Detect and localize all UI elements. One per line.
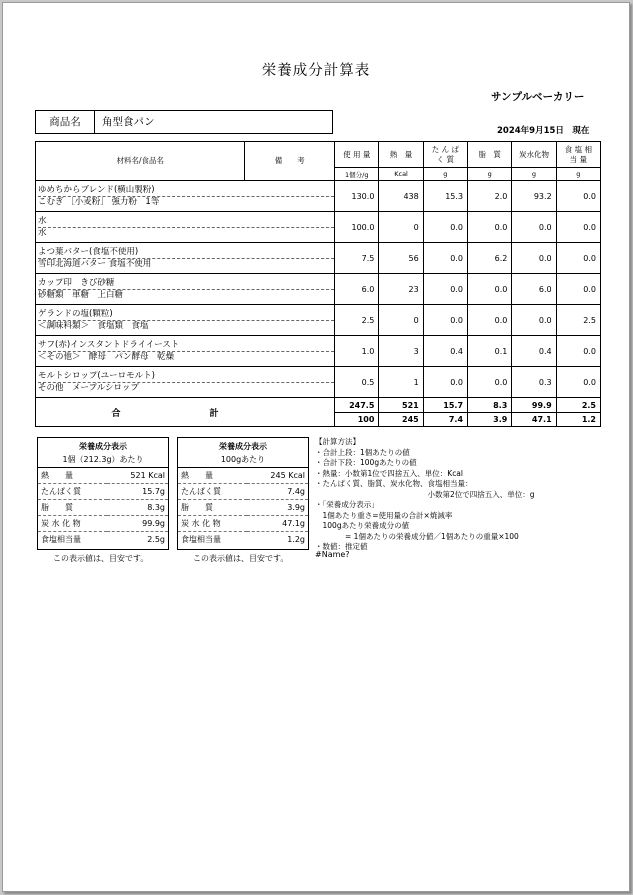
nutrient-value: 2.5g xyxy=(147,535,165,544)
report-date: 2024年9月15日 現在 xyxy=(497,126,590,136)
nutrient-value: 15.7g xyxy=(107,484,168,500)
usage-cell: 130.0 xyxy=(335,181,379,212)
energy-cell: 56 xyxy=(379,243,423,274)
header-salt: 食 塩 相 当 量 xyxy=(556,142,600,168)
energy-cell: 3 xyxy=(379,336,423,367)
nutrient-value: 47.1g xyxy=(247,516,308,532)
nutrient-value: 7.4g xyxy=(247,484,308,500)
fat-cell: 0.1 xyxy=(468,336,512,367)
method-line: 小数第2位で四捨五入、単位：g xyxy=(315,489,535,499)
usage-cell: 6.0 xyxy=(335,274,379,305)
salt-cell: 0.0 xyxy=(556,181,600,212)
ingredient-food: ＜その他＞ 酵母 パン酵母 乾燥 xyxy=(38,351,175,362)
nutrient-value: 245 Kcal xyxy=(247,468,308,484)
table-row xyxy=(36,212,601,243)
nutrition-box-table xyxy=(178,468,308,547)
ingredient-food: 水 xyxy=(38,227,47,238)
table-row xyxy=(36,243,601,274)
nutrient-label: たんぱく質 xyxy=(38,484,107,500)
carb-cell: 93.2 xyxy=(512,181,556,212)
fat-cell: 0.0 xyxy=(468,274,512,305)
unit-fat: g xyxy=(468,168,512,181)
ingredient-product: ゲランドの塩(顆粒) xyxy=(38,309,334,321)
ingredient-table xyxy=(35,141,601,427)
header-material: 材料名/食品名 xyxy=(36,142,245,181)
ingredient-product: ゆめちからブレンド(横山製粉) xyxy=(38,185,334,197)
ingredient-product: よつ葉バター(食塩不使用) xyxy=(38,247,334,259)
ingredient-food: 雪印北海道バター 食塩不使用 xyxy=(38,258,152,269)
method-line: ・合計上段：1個あたりの値 xyxy=(315,447,410,457)
ingredient-name xyxy=(36,181,335,212)
ingredient-name xyxy=(36,243,335,274)
nutrient-label: 炭 水 化 物 xyxy=(38,516,107,532)
fat-cell: 0.0 xyxy=(468,305,512,336)
ingredient-food: ＜調味料類＞ 食塩類 食塩 xyxy=(38,320,149,331)
total-carb: 99.9 xyxy=(512,398,556,413)
carb-cell: 0.4 xyxy=(512,336,556,367)
total-energy: 521 xyxy=(379,398,423,413)
method-line: 100gあたり栄養成分の値 xyxy=(315,521,410,530)
nutrient-label: 脂 質 xyxy=(178,500,247,516)
protein-cell: 0.0 xyxy=(423,243,467,274)
nutrient-value: 99.9g xyxy=(107,516,168,532)
document-page xyxy=(2,2,630,892)
method-line: ・「栄養成分表示」 xyxy=(315,500,379,509)
total-row xyxy=(36,398,601,413)
unit-carb: g xyxy=(512,168,556,181)
per100-carb: 47.1 xyxy=(512,413,556,427)
nutrient-value: 521 Kcal xyxy=(107,468,168,484)
nutrition-box-note: この表示値は、目安です。 xyxy=(53,554,149,563)
protein-cell: 0.4 xyxy=(423,336,467,367)
nutrient-label: たんぱく質 xyxy=(178,484,247,500)
header-remarks: 備 考 xyxy=(245,142,335,181)
total-fat: 8.3 xyxy=(468,398,512,413)
header-fat: 脂 質 xyxy=(468,142,512,168)
nutrient-label: 炭 水 化 物 xyxy=(178,516,247,532)
carb-cell: 0.3 xyxy=(512,367,556,398)
method-line: ・合計下段：100gあたりの値 xyxy=(315,458,417,467)
nutrition-box-subtitle: 100gあたり xyxy=(220,455,266,464)
total-label: 合 計 xyxy=(36,398,335,427)
unit-protein: g xyxy=(423,168,467,181)
protein-cell: 0.0 xyxy=(423,305,467,336)
table-row xyxy=(36,274,601,305)
usage-cell: 7.5 xyxy=(335,243,379,274)
fat-cell: 0.0 xyxy=(468,367,512,398)
salt-cell: 0.0 xyxy=(556,336,600,367)
method-line: ・数値：推定値 xyxy=(315,542,368,551)
protein-cell: 0.0 xyxy=(423,274,467,305)
energy-cell: 23 xyxy=(379,274,423,305)
nutrient-label: 脂 質 xyxy=(38,500,107,516)
product-name-box xyxy=(35,110,333,134)
ingredient-food: その他 メープルシロップ xyxy=(38,382,139,393)
table-row xyxy=(36,305,601,336)
table-row xyxy=(36,181,601,212)
energy-cell: 438 xyxy=(379,181,423,212)
header-energy: 熱 量 xyxy=(379,142,423,168)
nutrition-box-header xyxy=(178,438,308,468)
company-name: サンプルベーカリー xyxy=(491,91,585,103)
carb-cell: 0.0 xyxy=(512,212,556,243)
per100-fat: 3.9 xyxy=(468,413,512,427)
ingredient-food: こむぎ ［小麦粉］ 強力粉 1等 xyxy=(38,196,160,207)
ingredient-product: サフ(赤)インスタントドライイースト xyxy=(38,340,334,352)
nutrient-label: 熱 量 xyxy=(178,468,247,484)
nutrition-box-header xyxy=(38,438,168,468)
method-line: ・熱量：小数第1位で四捨五入、単位：Kcal xyxy=(315,468,463,478)
salt-cell: 0.0 xyxy=(556,212,600,243)
ingredient-name xyxy=(36,274,335,305)
ingredient-product: カップ印 きび砂糖 xyxy=(38,278,334,290)
total-salt: 2.5 xyxy=(556,398,600,413)
unit-energy: Kcal xyxy=(379,168,423,181)
page-title: 栄養成分計算表 xyxy=(261,63,371,79)
energy-cell: 0 xyxy=(379,212,423,243)
carb-cell: 0.0 xyxy=(512,243,556,274)
header-carb: 炭水化物 xyxy=(512,142,556,168)
nutrition-box-title: 栄養成分表示 xyxy=(219,442,267,451)
nutrient-label: 食塩相当量 xyxy=(41,535,81,544)
ingredient-product: モルトシロップ(ユーロモルト) xyxy=(38,371,334,383)
nutrient-value: 3.9g xyxy=(247,500,308,516)
product-name-label: 商品名 xyxy=(36,111,95,133)
total-usage: 247.5 xyxy=(335,398,379,413)
method-line: = 1個あたりの栄養成分値／1個あたりの重量×100 xyxy=(315,531,519,541)
formula-error-text: #Name? xyxy=(315,550,350,559)
nutrient-value: 1.2g xyxy=(287,535,305,544)
salt-cell: 0.0 xyxy=(556,367,600,398)
salt-cell: 0.0 xyxy=(556,274,600,305)
fat-cell: 6.2 xyxy=(468,243,512,274)
method-line: 【計算方法】 xyxy=(315,437,360,446)
salt-cell: 0.0 xyxy=(556,243,600,274)
nutrition-box-title: 栄養成分表示 xyxy=(79,442,127,451)
header-protein: た ん ぱ く 質 xyxy=(423,142,467,168)
ingredient-name xyxy=(36,367,335,398)
table-row xyxy=(36,367,601,398)
per100-energy: 245 xyxy=(379,413,423,427)
unit-salt: g xyxy=(556,168,600,181)
nutrient-value: 8.3g xyxy=(107,500,168,516)
total-protein: 15.7 xyxy=(423,398,467,413)
ingredient-food: 砂糖類 車糖 上白糖 xyxy=(38,289,124,300)
per100-usage: 100 xyxy=(335,413,379,427)
protein-cell: 15.3 xyxy=(423,181,467,212)
ingredient-name xyxy=(36,212,335,243)
usage-cell: 0.5 xyxy=(335,367,379,398)
nutrition-box-per-100g xyxy=(177,437,309,550)
nutrition-box-per-piece xyxy=(37,437,169,550)
per100-salt: 1.2 xyxy=(556,413,600,427)
method-line: 1個あたり重さ=使用量の合計×焼減率 xyxy=(315,510,453,520)
per100-protein: 7.4 xyxy=(423,413,467,427)
carb-cell: 0.0 xyxy=(512,305,556,336)
product-name-value: 角型食パン xyxy=(102,116,155,128)
fat-cell: 2.0 xyxy=(468,181,512,212)
ingredient-name xyxy=(36,305,335,336)
ingredient-product: 水 xyxy=(38,216,334,228)
usage-cell: 2.5 xyxy=(335,305,379,336)
usage-cell: 1.0 xyxy=(335,336,379,367)
carb-cell: 6.0 xyxy=(512,274,556,305)
fat-cell: 0.0 xyxy=(468,212,512,243)
protein-cell: 0.0 xyxy=(423,367,467,398)
method-line: ・たんぱく質、脂質、炭水化物、食塩相当量： xyxy=(315,479,473,488)
salt-cell: 2.5 xyxy=(556,305,600,336)
calculation-method xyxy=(315,437,535,553)
usage-cell: 100.0 xyxy=(335,212,379,243)
nutrient-label: 熱 量 xyxy=(38,468,107,484)
protein-cell: 0.0 xyxy=(423,212,467,243)
nutrient-label: 食塩相当量 xyxy=(181,535,221,544)
nutrition-box-table xyxy=(38,468,168,547)
energy-cell: 0 xyxy=(379,305,423,336)
energy-cell: 1 xyxy=(379,367,423,398)
unit-usage: 1個分/g xyxy=(335,168,379,181)
nutrition-box-subtitle: 1個（212.3g）あたり xyxy=(62,455,144,464)
header-usage: 使 用 量 xyxy=(335,142,379,168)
ingredient-name xyxy=(36,336,335,367)
nutrition-box-note: この表示値は、目安です。 xyxy=(193,554,289,563)
table-row xyxy=(36,336,601,367)
